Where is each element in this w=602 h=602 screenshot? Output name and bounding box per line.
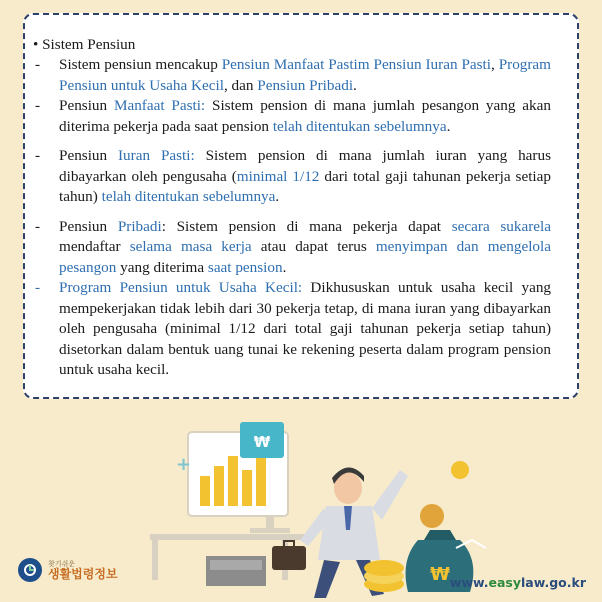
highlight-term: saat pension <box>207 258 283 276</box>
url-law: law <box>521 575 545 590</box>
url-easy: easy <box>488 575 522 590</box>
highlight-term: selama masa kerja <box>129 238 252 255</box>
bullet-dash: - <box>35 97 41 114</box>
body-text: : Sistem pension di mana pekerja dapat <box>161 217 452 235</box>
logo-tagline: 찾기쉬운 <box>48 559 76 568</box>
bullet-item <box>33 96 551 137</box>
highlight-term: Pribadi <box>117 217 162 235</box>
bullet-dash: - <box>35 279 41 296</box>
body-text: . <box>446 117 451 135</box>
body-text: , dan <box>223 76 258 94</box>
highlight-term: Manfaat Pasti: <box>113 97 206 114</box>
body-text: Pensiun <box>59 147 118 164</box>
section-heading: • Sistem Pensiun <box>33 36 136 53</box>
highlight-term: telah ditentukan sebelumnya <box>272 117 447 135</box>
highlight-term: Program Pensiun untuk Usaha Kecil: <box>59 279 303 296</box>
url-prefix: www. <box>449 575 489 590</box>
bullet-text <box>59 217 551 279</box>
highlight-term: minimal 1/12 <box>236 167 320 185</box>
won-bag-icon: ₩ <box>430 564 450 585</box>
body-text: mendaftar <box>59 238 130 255</box>
body-text: Pensiun <box>59 217 118 235</box>
bullet-item <box>33 55 551 96</box>
body-text: Sistem pensiun mencakup <box>59 56 222 73</box>
logo-name: 생활법령정보 <box>48 566 118 581</box>
bullet-item <box>33 146 551 208</box>
bullet-dash: - <box>35 147 41 164</box>
body-text: yang diterima <box>116 258 208 276</box>
logo-emblem-icon <box>18 558 42 582</box>
bullet-item <box>33 217 551 279</box>
body-text: Pensiun <box>59 97 114 114</box>
bullet-text <box>59 146 551 208</box>
highlight-term: Pensiun Pribadi <box>257 76 354 94</box>
bullet-text <box>59 278 551 381</box>
money-bag-graphic <box>364 461 486 592</box>
highlight-term: Pensiun Manfaat Pastim Pensiun Iuran Pasti <box>221 56 491 73</box>
highlight-term: telah ditentukan sebelumnya <box>101 188 276 205</box>
plus-icon: + <box>176 454 192 475</box>
highlight-term: menyimpan dan mengelola pesangon <box>59 238 551 276</box>
bullet-dash: - <box>35 217 41 235</box>
bullet-text <box>59 55 551 96</box>
url-suffix: .go.kr <box>544 575 586 590</box>
body-text: . <box>275 188 280 205</box>
content-card <box>23 13 579 399</box>
body-text: , <box>490 56 499 73</box>
body-text: Dikhususkan untuk usaha kecil yang mempekerjakan tidak lebih dari 30 pekerja tetap, di mana iuran yang dibayarkan oleh pengusaha (minimal 1/12 dari total gaji tahunan pekerja setiap tahun) disetorkan dalam bentuk uang tunai ke rekening peserta dalam program pension untuk usaha kecil. <box>59 279 552 378</box>
brand-logo <box>18 558 118 582</box>
body-text: . <box>282 258 287 276</box>
highlight-term: Iuran Pasti: <box>118 147 195 164</box>
body-text: dari total gaji tahunan pekerja setiap tahun) <box>59 167 551 205</box>
bullet-dash: - <box>35 56 41 73</box>
body-text: Sistem pension di mana jumlah pesangon yang akan diterima pekerja pada saat pension <box>59 97 551 135</box>
bullet-list <box>33 55 551 381</box>
body-text: atau dapat terus <box>251 238 376 255</box>
won-icon: ₩ <box>253 433 271 451</box>
highlight-term: Program Pensiun untuk Usaha Kecil <box>59 56 551 94</box>
bullet-text <box>59 96 551 137</box>
bullet-item <box>33 278 551 381</box>
website-url[interactable] <box>450 575 586 590</box>
body-text: Sistem pension di mana jumlah iuran yang harus dibayarkan oleh pengusaha ( <box>59 147 551 185</box>
monitor-chart-graphic <box>176 422 290 533</box>
highlight-term: secara sukarela <box>451 217 551 235</box>
body-text: . <box>353 76 357 94</box>
